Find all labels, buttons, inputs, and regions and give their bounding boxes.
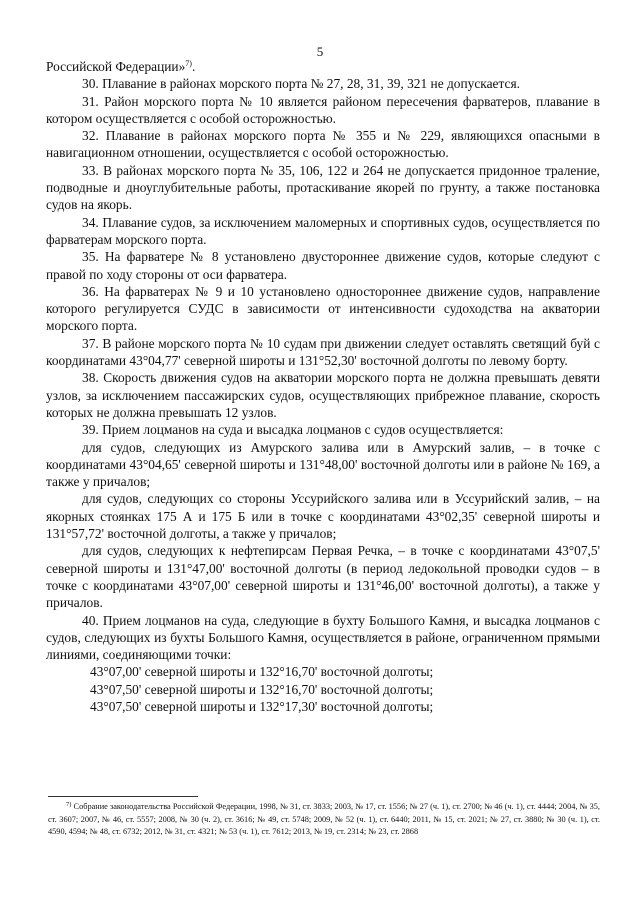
pilot-point-amur-bay: для судов, следующих из Амурского залива или в Амурский залив, – в точке с координатами 43°04,65' северной широты и 131°48,00' восточной долготы или в районе № 169, а также у причалов; <box>46 439 600 490</box>
footnote <box>48 801 600 839</box>
paragraph-39: 39. Прием лоцманов на суда и высадка лоцманов с судов осуществляется: <box>82 422 504 438</box>
footnote-marker: 7) <box>66 801 72 808</box>
page-number: 5 <box>316 44 324 59</box>
intro-tail: . <box>191 59 196 74</box>
coordinate-point-3: 43°07,50' северной широты и 132°17,30' восточной долготы; <box>90 698 434 714</box>
paragraph-35: 35. На фарватере № 8 установлено двустороннее движение судов, которые следуют с правой по ходу стороны от оси фарватера. <box>46 249 600 282</box>
footnote-reference: 7) <box>185 59 192 68</box>
footnote-divider <box>48 796 198 797</box>
intro-line <box>46 58 600 75</box>
paragraph-32: 32. Плавание в районах морского порта № 355 и № 229, являющихся опасными в навигационном отношении, осуществляется с особой осторожностью. <box>46 128 600 161</box>
footnote-text: Собрание законодательства Российской Федерации, 1998, № 31, ст. 3833; 2003, № 17, ст. 1556; № 27 (ч. 1), ст. 2700; № 46 (ч. 1), ст. 4444; 2004, № 35, ст. 3607; 2007, № 46, ст. 5557; 2008, № 30 (ч. 2), ст. 3616; № 49, ст. 5748; 2009, № 52 (ч. 1), ст. 6440; 2011, № 15, ст. 2021; № 27, ст. 3880; № 30 (ч. 1), ст. 4590, 4594; № 48, ст. 6732; 2012, № 31, ст. 4321; № 53 (ч. 1), ст. 7612; 2013, № 19, ст. 2314; № 23, ст. 2868 <box>48 802 600 836</box>
paragraph-34: 34. Плавание судов, за исключением маломерных и спортивных судов, осуществляется по фарватерам морского порта. <box>46 214 600 247</box>
paragraph-33: 33. В районах морского порта № 35, 106, 122 и 264 не допускается придонное траление, подводные и дноуглубительные работы, протаскивание якорей по грунту, а также постановка судов на якорь. <box>46 162 600 213</box>
paragraph-31: 31. Район морского порта № 10 является районом пересечения фарватеров, плавание в котором осуществляется с особой осторожностью. <box>46 93 600 126</box>
pilot-point-ussuri-bay: для судов, следующих со стороны Уссурийского залива или в Уссурийский залив, – на якорных стоянках 175 А и 175 Б или в точке с координатами 43°02,35' северной широты и 131°57,72' восточной долготы, а также у причалов; <box>46 491 600 542</box>
paragraph-30: 30. Плавание в районах морского порта № 27, 28, 31, 39, 321 не допускается. <box>82 76 520 92</box>
pilot-point-pervaya-rechka: для судов, следующих к нефтепирсам Первая Речка, – в точке с координатами 43°07,5' северной широты и 131°47,00' восточной долготы (в период ледокольной проводки судов – в точке с координатами 43°07,00' северной широты и 131°46,00' восточной долготы), а также у причалов. <box>46 543 600 611</box>
intro-text: Российской Федерации» <box>46 59 186 74</box>
coordinate-point-2: 43°07,50' северной широты и 132°16,70' восточной долготы; <box>90 681 434 697</box>
paragraph-40: 40. Прием лоцманов на суда, следующие в бухту Большого Камня, и высадка лоцманов с судов, следующих из бухты Большого Камня, осуществляется в районе, ограниченном прямыми линиями, соединяющими точки: <box>46 612 600 663</box>
coordinate-point-1: 43°07,00' северной широты и 132°16,70' восточной долготы; <box>90 664 434 680</box>
document-body <box>46 58 600 715</box>
paragraph-36: 36. На фарватерах № 9 и 10 установлено одностороннее движение судов, направление которого регулируется СУДС в зависимости от интенсивности судоходства на акватории морского порта. <box>46 283 600 334</box>
paragraph-38: 38. Скорость движения судов на акватории морского порта не должна превышать девяти узлов, за исключением пассажирских судов, осуществляющих прибрежное плавание, скорость которых не должна превышать 12 узлов. <box>46 370 600 420</box>
paragraph-37: 37. В районе морского порта № 10 судам при движении следует оставлять светящий буй с координатами 43°04,77' северной широты и 131°52,30' восточной долготы по левому борту. <box>46 335 600 369</box>
